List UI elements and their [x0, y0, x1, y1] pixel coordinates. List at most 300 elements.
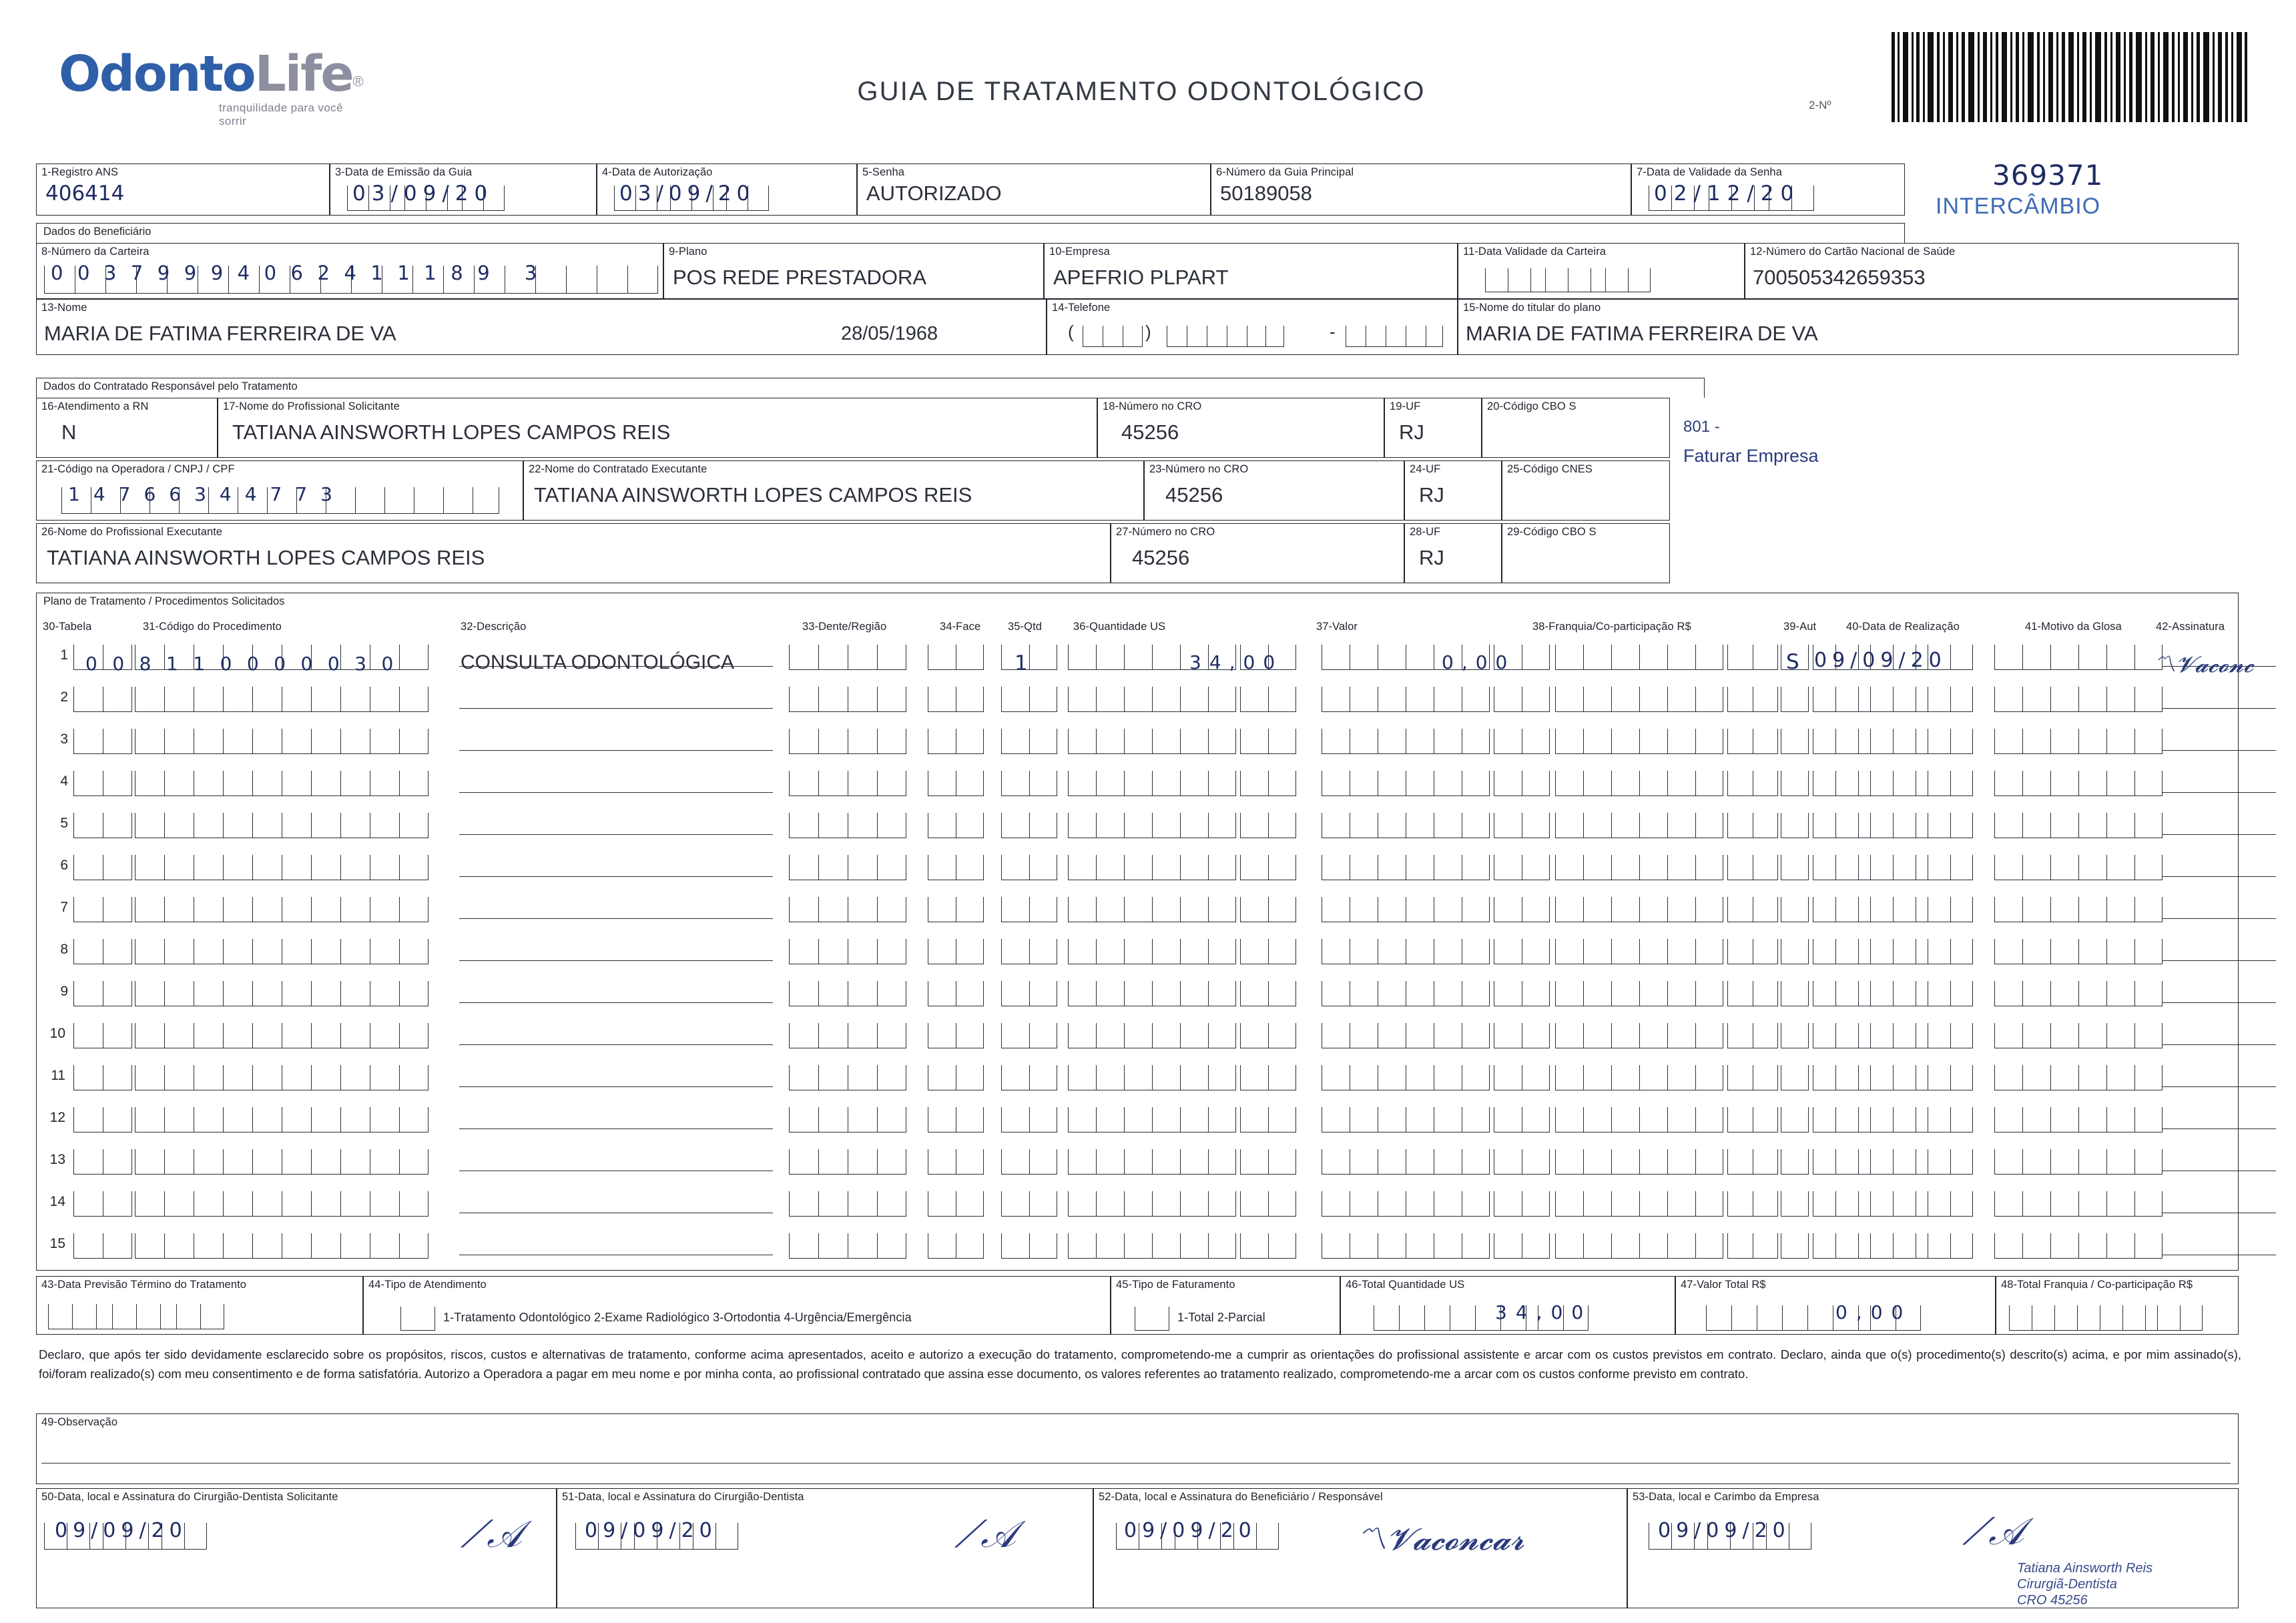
col-30-label: 30-Tabela — [43, 621, 92, 633]
field-15-label: 15-Nome do titular do plano — [1463, 302, 1601, 314]
row-franquia-comb[interactable] — [1555, 813, 1723, 838]
row-motivo-glosa-comb[interactable] — [1994, 939, 2163, 964]
field-26-value: TATIANA AINSWORTH LOPES CAMPOS REIS — [47, 546, 485, 569]
row-valor-dec-comb[interactable] — [1494, 1191, 1550, 1217]
guia-number: 369371 — [1992, 159, 2104, 192]
row-franquia-dec-comb[interactable] — [1727, 1233, 1778, 1259]
row-motivo-glosa-comb[interactable] — [1994, 1065, 2163, 1090]
row-aut-comb[interactable] — [1781, 897, 1809, 922]
row-face-comb[interactable] — [928, 687, 984, 712]
row-face-comb[interactable] — [928, 771, 984, 796]
row-data-realizacao-comb[interactable] — [1813, 1065, 1973, 1090]
row-data-realizacao-comb[interactable] — [1813, 897, 1973, 922]
row-data-realizacao-comb[interactable] — [1813, 813, 1973, 838]
row-qtd-comb[interactable] — [1001, 813, 1057, 838]
row-motivo-glosa-comb[interactable] — [1994, 1191, 2163, 1217]
field-29-label: 29-Código CBO S — [1507, 526, 1597, 538]
row-franquia-comb[interactable] — [1555, 687, 1723, 712]
row-valor-dec-comb[interactable] — [1494, 771, 1550, 796]
row-valor-dec-comb[interactable] — [1494, 813, 1550, 838]
row-tabela-comb[interactable] — [73, 729, 132, 754]
dentist-stamp — [2017, 1560, 2152, 1608]
row-dente-comb[interactable] — [789, 939, 906, 964]
row-face-comb[interactable] — [928, 897, 984, 922]
row-valor-comb[interactable] — [1322, 855, 1490, 880]
row-descricao-line[interactable] — [459, 792, 773, 793]
row-qtd-us-dec-comb[interactable] — [1240, 981, 1296, 1006]
field-17-value: TATIANA AINSWORTH LOPES CAMPOS REIS — [232, 420, 671, 444]
row-face-comb[interactable] — [928, 1065, 984, 1090]
field-14-label: 14-Telefone — [1052, 302, 1111, 314]
row-motivo-glosa-comb[interactable] — [1994, 1233, 2163, 1259]
row-tabela-comb[interactable] — [73, 1107, 132, 1132]
row-valor-dec-comb[interactable] — [1494, 939, 1550, 964]
row-face-comb[interactable] — [928, 1107, 984, 1132]
row-face-comb[interactable] — [928, 1233, 984, 1259]
row-qtd-us-comb[interactable] — [1068, 1065, 1236, 1090]
row-data-realizacao-comb[interactable] — [1813, 771, 1973, 796]
field-25-label: 25-Código CNES — [1507, 463, 1593, 475]
row-tabela-comb[interactable] — [73, 897, 132, 922]
row-face-comb[interactable] — [928, 939, 984, 964]
row-dente-comb[interactable] — [789, 771, 906, 796]
row-data-realizacao-comb[interactable] — [1813, 1233, 1973, 1259]
col-31-label: 31-Código do Procedimento — [143, 621, 282, 633]
row-codigo-comb[interactable] — [135, 855, 428, 880]
row-number: 7 — [60, 900, 68, 915]
brand-logo — [59, 45, 372, 127]
row-assinatura-line[interactable] — [2163, 960, 2276, 961]
row-qtd-us-comb[interactable] — [1068, 939, 1236, 964]
field-15-value: MARIA DE FATIMA FERREIRA DE VA — [1466, 322, 1818, 345]
row-aut-comb[interactable] — [1781, 855, 1809, 880]
field-13-value: MARIA DE FATIMA FERREIRA DE VA — [44, 322, 396, 345]
row-franquia-comb[interactable] — [1555, 1233, 1723, 1259]
col-32-label: 32-Descrição — [461, 621, 527, 633]
field-49-observacao[interactable] — [36, 1413, 2239, 1484]
row-franquia-dec-comb[interactable] — [1727, 771, 1778, 796]
row-valor-dec-comb[interactable] — [1494, 1023, 1550, 1048]
row-qtd-us-dec-comb[interactable] — [1240, 1065, 1296, 1090]
row-motivo-glosa-comb[interactable] — [1994, 771, 2163, 796]
row-franquia-dec-comb[interactable] — [1727, 1065, 1778, 1090]
row-aut-comb[interactable] — [1781, 939, 1809, 964]
field-6-label: 6-Número da Guia Principal — [1216, 166, 1354, 178]
row-dente-comb[interactable] — [789, 855, 906, 880]
row-descricao-line[interactable] — [459, 834, 773, 835]
row-aut-comb[interactable] — [1781, 1233, 1809, 1259]
row-dente-comb[interactable] — [789, 813, 906, 838]
row-franquia-dec-comb[interactable] — [1727, 981, 1778, 1006]
field-1-value: 406414 — [45, 182, 125, 206]
row-face-comb[interactable] — [928, 1191, 984, 1217]
row-dente-comb[interactable] — [789, 1107, 906, 1132]
row-qtd-us-comb[interactable] — [1068, 771, 1236, 796]
row-motivo-glosa-comb[interactable] — [1994, 1023, 2163, 1048]
row-qtd-us-comb[interactable] — [1068, 1107, 1236, 1132]
field-28-label: 28-UF — [1410, 526, 1441, 538]
row-codigo-comb[interactable] — [135, 897, 428, 922]
field-6-value: 50189058 — [1220, 182, 1312, 205]
row-motivo-glosa-comb[interactable] — [1994, 813, 2163, 838]
row-franquia-dec-comb[interactable] — [1727, 1149, 1778, 1175]
row-face-comb[interactable] — [928, 981, 984, 1006]
row-qtd-us-dec-comb[interactable] — [1240, 1233, 1296, 1259]
row-franquia-comb[interactable] — [1555, 897, 1723, 922]
row-motivo-glosa-comb[interactable] — [1994, 687, 2163, 712]
row-descricao-line[interactable] — [459, 960, 773, 961]
field-52-signature: 〽𝓥𝓪𝓬𝓸𝓷𝓬𝓪𝓻 — [1356, 1522, 1524, 1556]
row-descricao-line[interactable] — [459, 1128, 773, 1129]
row-aut-comb[interactable] — [1781, 1149, 1809, 1175]
row1-assinatura: 〽𝓥𝓪𝓬𝓸𝓷𝓬 — [2153, 652, 2254, 677]
row-tabela-comb[interactable] — [73, 1233, 132, 1259]
field-18-label: 18-Número no CRO — [1103, 400, 1202, 412]
row-data-realizacao-comb[interactable] — [1813, 1191, 1973, 1217]
field-51-label: 51-Data, local e Assinatura do Cirurgião-Dentista — [562, 1491, 804, 1503]
row-franquia-dec-comb[interactable] — [1727, 897, 1778, 922]
row-qtd-us-dec-comb[interactable] — [1240, 1149, 1296, 1175]
row-motivo-glosa-comb[interactable] — [1994, 1149, 2163, 1175]
row-valor-comb[interactable] — [1322, 1149, 1490, 1175]
row-assinatura-line[interactable] — [2163, 792, 2276, 793]
row-qtd-us-comb[interactable] — [1068, 813, 1236, 838]
field-46-label: 46-Total Quantidade US — [1346, 1279, 1465, 1291]
row-codigo-comb[interactable] — [135, 1191, 428, 1217]
row-valor-dec-comb[interactable] — [1494, 729, 1550, 754]
row-valor-dec-comb[interactable] — [1494, 1149, 1550, 1175]
row-data-realizacao-comb[interactable] — [1813, 1107, 1973, 1132]
row-valor-dec-comb[interactable] — [1494, 897, 1550, 922]
row-franquia-dec-comb[interactable] — [1727, 729, 1778, 754]
row-valor-comb[interactable] — [1322, 813, 1490, 838]
row-aut-comb[interactable] — [1781, 1191, 1809, 1217]
row-valor-dec-comb[interactable] — [1494, 1233, 1550, 1259]
row-qtd-comb[interactable] — [1001, 981, 1057, 1006]
row-descricao-line[interactable] — [459, 750, 773, 751]
row-qtd-us-dec-comb[interactable] — [1240, 1191, 1296, 1217]
row-dente-comb[interactable] — [789, 687, 906, 712]
field-50-value: 09/09/20 — [55, 1519, 188, 1542]
row-data-realizacao-comb[interactable] — [1813, 729, 1973, 754]
row-franquia-comb[interactable] — [1555, 939, 1723, 964]
row-face-comb[interactable] — [928, 729, 984, 754]
field-12-value: 700505342659353 — [1753, 266, 1926, 289]
row-valor-comb[interactable] — [1322, 729, 1490, 754]
row-aut-comb[interactable] — [1781, 813, 1809, 838]
row-tabela-comb[interactable] — [73, 771, 132, 796]
side-note-text: Faturar Empresa — [1683, 446, 1819, 466]
row-codigo-comb[interactable] — [135, 1233, 428, 1259]
row-qtd-us-dec-comb[interactable] — [1240, 1023, 1296, 1048]
row-franquia-comb[interactable] — [1555, 1149, 1723, 1175]
row-codigo-comb[interactable] — [135, 939, 428, 964]
field-24-label: 24-UF — [1410, 463, 1441, 475]
dentist-stamp-line3: CRO 45256 — [2017, 1593, 2088, 1608]
row-aut-comb[interactable] — [1781, 1107, 1809, 1132]
row-qtd-us-dec-comb[interactable] — [1240, 897, 1296, 922]
row-qtd-comb[interactable] — [1001, 729, 1057, 754]
row-valor-comb[interactable] — [1322, 897, 1490, 922]
row-qtd-comb[interactable] — [1001, 1065, 1057, 1090]
row-valor-dec-comb[interactable] — [1494, 1107, 1550, 1132]
row-number: 9 — [60, 984, 68, 999]
row-dente-comb[interactable] — [789, 1233, 906, 1259]
row-data-realizacao-comb[interactable] — [1813, 855, 1973, 880]
row-dente-comb[interactable] — [789, 1023, 906, 1048]
row-qtd-us-comb[interactable] — [1068, 897, 1236, 922]
row-dente-comb[interactable] — [789, 981, 906, 1006]
row-tabela-comb[interactable] — [73, 813, 132, 838]
row1-qtd-value: 1 — [1015, 651, 1028, 675]
row-number: 13 — [49, 1152, 65, 1167]
row-codigo-comb[interactable] — [135, 1149, 428, 1175]
row-valor-comb[interactable] — [1322, 1191, 1490, 1217]
row-dente-comb[interactable] — [789, 1065, 906, 1090]
row-data-realizacao-comb[interactable] — [1813, 981, 1973, 1006]
row-number: 2 — [60, 689, 68, 705]
row-valor-dec-comb[interactable] — [1494, 981, 1550, 1006]
row-valor-comb[interactable] — [1322, 981, 1490, 1006]
row-tabela-comb[interactable] — [73, 855, 132, 880]
row-franquia-comb[interactable] — [1555, 771, 1723, 796]
row-qtd-comb[interactable] — [1001, 855, 1057, 880]
col-38-label: 38-Franquia/Co-participação R$ — [1532, 621, 1691, 633]
row-codigo-comb[interactable] — [135, 1065, 428, 1090]
row-qtd-comb[interactable] — [1001, 1107, 1057, 1132]
row-qtd-comb[interactable] — [1001, 687, 1057, 712]
row-franquia-comb[interactable] — [1555, 1023, 1723, 1048]
row-qtd-comb[interactable] — [1001, 1149, 1057, 1175]
row-qtd-us-dec-comb[interactable] — [1240, 687, 1296, 712]
col-33-label: 33-Dente/Região — [802, 621, 887, 633]
row-number: 5 — [60, 816, 68, 831]
field-43-comb — [48, 1304, 288, 1329]
row-tabela-comb[interactable] — [73, 939, 132, 964]
intercambio-label: INTERCÂMBIO — [1936, 194, 2101, 219]
row-qtd-comb[interactable] — [1001, 1191, 1057, 1217]
field-11-comb — [1485, 268, 1712, 292]
row-motivo-glosa-comb[interactable] — [1994, 855, 2163, 880]
field-1-label: 1-Registro ANS — [41, 166, 119, 178]
row-valor-comb[interactable] — [1322, 1233, 1490, 1259]
row-assinatura-line[interactable] — [2163, 834, 2276, 835]
row-aut-comb[interactable] — [1781, 1023, 1809, 1048]
row-face-comb[interactable] — [928, 1149, 984, 1175]
row-qtd-us-dec-comb[interactable] — [1240, 1107, 1296, 1132]
row-data-realizacao-comb[interactable] — [1813, 1023, 1973, 1048]
row-dente-comb[interactable] — [789, 1191, 906, 1217]
row-number: 3 — [60, 731, 68, 747]
row-assinatura-line[interactable] — [2163, 708, 2276, 709]
row-qtd-comb[interactable] — [1001, 771, 1057, 796]
row-valor-dec-comb[interactable] — [1494, 855, 1550, 880]
row-franquia-comb[interactable] — [1555, 729, 1723, 754]
row-valor-comb[interactable] — [1322, 771, 1490, 796]
row-aut-comb[interactable] — [1781, 687, 1809, 712]
row-valor-comb[interactable] — [1322, 687, 1490, 712]
row-qtd-us-comb[interactable] — [1068, 1233, 1236, 1259]
row-descricao-line[interactable] — [459, 708, 773, 709]
row-aut-comb[interactable] — [1781, 729, 1809, 754]
row-face-comb[interactable] — [928, 1023, 984, 1048]
row-franquia-comb[interactable] — [1555, 981, 1723, 1006]
row-qtd-us-dec-comb[interactable] — [1240, 771, 1296, 796]
row-descricao-line[interactable] — [459, 1086, 773, 1087]
row-descricao-line[interactable] — [459, 876, 773, 877]
col-37-label: 37-Valor — [1316, 621, 1358, 633]
row-data-realizacao-comb[interactable] — [1813, 687, 1973, 712]
row-franquia-dec-comb[interactable] — [1727, 645, 1778, 670]
field-14-number-comb — [1167, 326, 1327, 347]
field-23-label: 23-Número no CRO — [1149, 463, 1249, 475]
field-13-birthdate: 28/05/1968 — [841, 323, 938, 344]
row-valor-comb[interactable] — [1322, 1065, 1490, 1090]
row-face-comb[interactable] — [928, 855, 984, 880]
col-35-label: 35-Qtd — [1008, 621, 1043, 633]
row-dente-comb[interactable] — [789, 897, 906, 922]
row-franquia-comb[interactable] — [1555, 1191, 1723, 1217]
row-franquia-dec-comb[interactable] — [1727, 687, 1778, 712]
row-franquia-dec-comb[interactable] — [1727, 855, 1778, 880]
row-valor-dec-comb[interactable] — [1494, 1065, 1550, 1090]
field-49-label: 49-Observação — [41, 1416, 118, 1428]
row1-data-realizacao-value: 09/09/20 — [1814, 649, 1947, 672]
field-44-comb — [400, 1307, 437, 1331]
row-franquia-comb[interactable] — [1555, 1107, 1723, 1132]
row-valor-comb[interactable] — [1322, 939, 1490, 964]
row-franquia-dec-comb[interactable] — [1727, 1107, 1778, 1132]
row-qtd-comb[interactable] — [1001, 1233, 1057, 1259]
field-9-value: POS REDE PRESTADORA — [673, 266, 927, 289]
row-motivo-glosa-comb[interactable] — [1994, 981, 2163, 1006]
row-codigo-comb[interactable] — [135, 771, 428, 796]
row-assinatura-line[interactable] — [2163, 1002, 2276, 1003]
row-aut-comb[interactable] — [1781, 1065, 1809, 1090]
row-franquia-comb[interactable] — [1555, 855, 1723, 880]
row-qtd-comb[interactable] — [1001, 939, 1057, 964]
row-dente-comb[interactable] — [789, 1149, 906, 1175]
row-valor-dec-comb[interactable] — [1494, 687, 1550, 712]
row-franquia-dec-comb[interactable] — [1727, 813, 1778, 838]
row-assinatura-line[interactable] — [2163, 1044, 2276, 1045]
row-number: 14 — [49, 1194, 65, 1209]
field-53-label: 53-Data, local e Carimbo da Empresa — [1633, 1491, 1819, 1503]
row-assinatura-line[interactable] — [2163, 918, 2276, 919]
row-qtd-us-dec-comb[interactable] — [1240, 939, 1296, 964]
row-codigo-comb[interactable] — [135, 729, 428, 754]
row1-descricao-value: CONSULTA ODONTOLÓGICA — [461, 651, 735, 673]
row-franquia-dec-comb[interactable] — [1727, 1023, 1778, 1048]
field-13-label: 13-Nome — [41, 302, 87, 314]
field-14-suffix-comb — [1346, 326, 1446, 347]
row-qtd-us-comb[interactable] — [1068, 1149, 1236, 1175]
row-qtd-comb[interactable] — [1001, 1023, 1057, 1048]
field-20-label: 20-Código CBO S — [1487, 400, 1576, 412]
logo-registered-mark: ® — [352, 73, 364, 90]
row-tabela-comb[interactable] — [73, 1191, 132, 1217]
row-qtd-us-comb[interactable] — [1068, 1023, 1236, 1048]
row-tabela-comb[interactable] — [73, 1065, 132, 1090]
row-tabela-comb[interactable] — [73, 1149, 132, 1175]
row-qtd-us-dec-comb[interactable] — [1240, 813, 1296, 838]
field-48-label: 48-Total Franquia / Co-participação R$ — [2001, 1279, 2193, 1291]
side-note-code: 801 - — [1683, 418, 1720, 436]
row-face-comb[interactable] — [928, 813, 984, 838]
row-assinatura-line[interactable] — [2163, 1128, 2276, 1129]
field-21-label: 21-Código na Operadora / CNPJ / CPF — [41, 463, 235, 475]
row-data-realizacao-comb[interactable] — [1813, 1149, 1973, 1175]
row-valor-comb[interactable] — [1322, 1107, 1490, 1132]
field-11-label: 11-Data Validade da Carteira — [1463, 246, 1607, 258]
row-dente-comb[interactable] — [789, 729, 906, 754]
row-codigo-comb[interactable] — [135, 1107, 428, 1132]
row-franquia-comb[interactable] — [1555, 1065, 1723, 1090]
field-48-comb — [2009, 1305, 2223, 1331]
row-descricao-line[interactable] — [459, 1044, 773, 1045]
row-descricao-line[interactable] — [459, 918, 773, 919]
row-franquia-dec-comb[interactable] — [1727, 939, 1778, 964]
row-motivo-glosa-comb[interactable] — [1994, 897, 2163, 922]
row-qtd-us-dec-comb[interactable] — [1240, 729, 1296, 754]
field-51-signature: ⟋𝒜 — [954, 1513, 1017, 1555]
row-qtd-us-comb[interactable] — [1068, 855, 1236, 880]
row-aut-comb[interactable] — [1781, 981, 1809, 1006]
row-valor-comb[interactable] — [1322, 1023, 1490, 1048]
document-page: OdontoLife® tranquilidade para você sorrir GUIA DE TRATAMENTO ODONTOLÓGICO 2-Nº 369371 INTERCÂMBIO 1-Registro ANS 406414 3-Data de Emissão da Guia 03/09/20 4-Data de Autorização 03/09/20 5-Senha AUTORIZADO 6-Número da Guia Principal 50189058 7-Data de Validade da Senha 02/12/20 Dados do Beneficiário 8-Número da Carteira 00379994062411189 3 9-Plano POS REDE PRESTADORA 10-Empresa APEFRIO PLPART 11-Data Validade da Carteira 12-Número do Cartão Nacional de Saúde 700505342659353 13-Nome MARIA DE FATIMA FERREIRA DE VA 28/05/1968 14-Telefone ( ) - 15-Nome do titular do plano MARIA DE FATIMA FERREIRA DE VA Dados do Contratado Responsável pelo Tratamento 16-Atendimento a RN N 17-Nome do Profissional Solicitante TATIANA AINSWORTH LOPES CAMPOS REIS 18-Número no CRO 45256 19-UF RJ 20-Código CBO S 801 - Faturar Empresa 21-Código na Operadora / CNPJ / CPF 14766344773 22-Nome do Contratado Executante TATIANA AINSWORTH LOPES CAMPOS REIS 23-Número no CRO 45256 24-UF RJ 25-Código CNES 26-Nome do Profissional Executante TATIANA AINSWORTH LOPES CAMPOS REIS 27-Número no CRO 45256 28-UF RJ 29-Código CBO S Plano de Tratamento / Procedimentos Solicitados 30-Tabela 31-Código do Procedimento 32-Descrição 33-Dente/Região 34-Face 35-Qtd 36-Quantidade US 37-Valor 38-Franquia/Co-participação R$ 39-Aut 40-Data de Realização 41-Motivo da Glosa 42-Assinatura 1 2 3 4 5 6 7 8 9 10 11 12 13 14 15 008110000030 CONSULTA ODONTOLÓGICA 1 34,00 0,00 S 09/09/20 〽𝓥𝓪𝓬𝓸𝓷𝓬 43-Data Previsão Término do Tratamento 44-Tipo de Atendimento 1-Tratamento Odontológico 2-Exame Radiológico 3-Ortodontia 4-Urgência/Emergência 45-Tipo de Faturamento 1-Total 2-Parcial 46-Total Quantidade US 34,00 47-Valor Total R$ 0,00 48-Total Franquia / Co-participação R$ Declaro, que após ter sido devidamente esclarecido sobre os propósitos, riscos, custos e alternativas de tratamento, conforme acima apresentados, aceito e autorizo a execução do tratamento, comprometendo-me a cumprir as orientações do profissional assistente e arcar com os custos previstos em contrato. Declaro, ainda que o(s) procedimento(s) descrito(s) acima, e por mim assinado(s), foi/foram realizado(s) com meu consentimento e de forma satisfatória. Autorizo a Operadora a pagar em meu nome e por minha conta, ao profissional contratado que assina esse documento, os valores referentes ao tratamento realizado, comprometendo-me a arcar com os custos conforme previsto em contrato. 49-Observação 50-Data, local e Assinatura do Cirurgião-Dentista Solicitante 09/09/20 ⟋𝒜 51-Data, local e Assinatura do Cirurgião-Dentista 09/09/20 ⟋𝒜 52-Data, local e Assinatura do Beneficiário / Responsável 09/09/20 〽𝓥𝓪𝓬𝓸𝓷𝓬𝓪𝓻 53-Data, local e Carimbo da Empresa 09/09/20 ⟋𝒜 Tatiana Ainsworth Reis Cirurgiã-Dentista CRO 45256 — [0, 0, 2296, 1623]
row-qtd-us-comb[interactable] — [1068, 729, 1236, 754]
col-34-label: 34-Face — [940, 621, 981, 633]
row-qtd-comb[interactable] — [1001, 645, 1057, 670]
field-16-value: N — [61, 420, 77, 444]
row-qtd-comb[interactable] — [1001, 897, 1057, 922]
field-14-ddd-comb — [1083, 326, 1143, 347]
row-motivo-glosa-comb[interactable] — [1994, 729, 2163, 754]
row-franquia-comb[interactable] — [1555, 645, 1723, 670]
field-5-value: AUTORIZADO — [866, 182, 1002, 205]
row-codigo-comb[interactable] — [135, 813, 428, 838]
field-4-label: 4-Data de Autorização — [602, 166, 713, 178]
row-assinatura-line[interactable] — [2163, 1086, 2276, 1087]
row-tabela-comb[interactable] — [73, 687, 132, 712]
row-number: 12 — [49, 1110, 65, 1125]
field-53-signature: ⟋𝒜 — [1962, 1510, 2024, 1552]
row-dente-comb[interactable] — [789, 645, 906, 670]
field-45-options: 1-Total 2-Parcial — [1177, 1311, 1265, 1324]
row-qtd-us-comb[interactable] — [1068, 1191, 1236, 1217]
row-codigo-comb[interactable] — [135, 1023, 428, 1048]
row-data-realizacao-comb[interactable] — [1813, 939, 1973, 964]
row-tabela-comb[interactable] — [73, 1023, 132, 1048]
row-qtd-us-dec-comb[interactable] — [1240, 855, 1296, 880]
row-qtd-us-comb[interactable] — [1068, 687, 1236, 712]
row-tabela-comb[interactable] — [73, 981, 132, 1006]
field-18-value: 45256 — [1121, 420, 1179, 444]
row-codigo-comb[interactable] — [135, 981, 428, 1006]
row-descricao-line[interactable] — [459, 1002, 773, 1003]
row-motivo-glosa-comb[interactable] — [1994, 645, 2163, 670]
row1-codigo-value: 008110000030 — [85, 653, 408, 675]
row-assinatura-line[interactable] — [2163, 876, 2276, 877]
row-face-comb[interactable] — [928, 645, 984, 670]
row-qtd-us-comb[interactable] — [1068, 981, 1236, 1006]
row-franquia-dec-comb[interactable] — [1727, 1191, 1778, 1217]
row-aut-comb[interactable] — [1781, 771, 1809, 796]
row-motivo-glosa-comb[interactable] — [1994, 1107, 2163, 1132]
row-assinatura-line[interactable] — [2163, 750, 2276, 751]
row-codigo-comb[interactable] — [135, 687, 428, 712]
field-19-value: RJ — [1399, 420, 1424, 444]
